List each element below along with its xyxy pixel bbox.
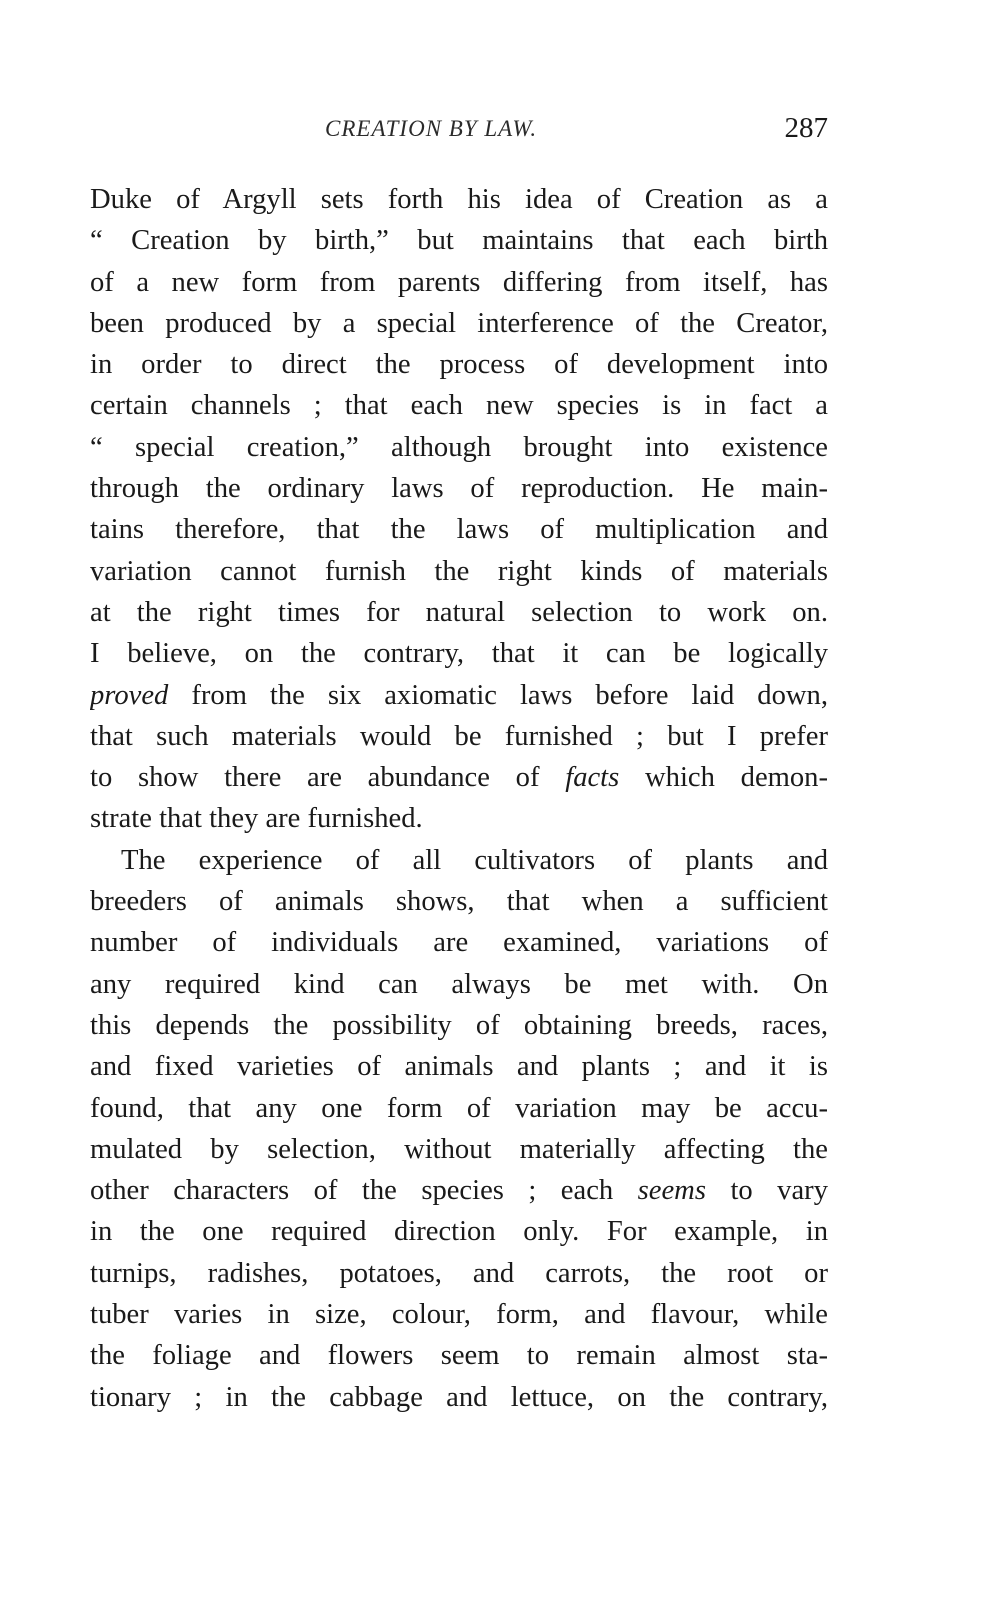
text-line: tionary ; in the cabbage and lettuce, on the contrary, <box>90 1381 828 1413</box>
text-line: of a new form from parents differing from itself, has <box>90 266 828 298</box>
text-line: the foliage and flowers seem to remain almost sta- <box>90 1340 828 1372</box>
text-line: mulated by selection, without materially affecting the <box>90 1133 828 1165</box>
paragraph-end-line: strate that they are furnished. <box>90 803 423 835</box>
text-line: “ Creation by birth,” but maintains that each birth <box>90 225 828 257</box>
text-line: any required kind can always be met with. On <box>90 968 828 1000</box>
text-line: “ special creation,” although brought into existence <box>90 431 828 463</box>
text-line: number of individuals are examined, variations of <box>90 927 828 959</box>
paragraph-start-line: The experience of all cultivators of plants and <box>121 844 828 876</box>
text-line: at the right times for natural selection to work on. <box>90 596 828 628</box>
text-line: other characters of the species ; each seems to vary <box>90 1175 828 1207</box>
text-line: Duke of Argyll sets forth his idea of Creation as a <box>90 184 828 215</box>
italic-word: seems <box>637 1175 706 1207</box>
page-header <box>90 112 828 152</box>
text-line: proved from the six axiomatic laws before laid down, <box>90 679 828 711</box>
text-line: this depends the possibility of obtaining breeds, races, <box>90 1009 828 1041</box>
text-line: breeders of animals shows, that when a sufficient <box>90 886 828 918</box>
italic-word: facts <box>565 762 620 794</box>
body-text <box>90 179 828 1418</box>
text-line: tains therefore, that the laws of multiplication and <box>90 514 828 546</box>
text-line: turnips, radishes, potatoes, and carrots, the root or <box>90 1257 828 1289</box>
text-line: certain channels ; that each new species is in fact a <box>90 390 828 422</box>
text-line: to show there are abundance of facts which demon- <box>90 762 828 794</box>
text-line: been produced by a special interference of the Creator, <box>90 307 828 339</box>
page-number: 287 <box>784 112 828 144</box>
italic-word: proved <box>90 679 169 711</box>
text-line: in the one required direction only. For example, in <box>90 1216 828 1248</box>
text-line: in order to direct the process of development into <box>90 349 828 381</box>
text-line: I believe, on the contrary, that it can be logically <box>90 638 828 670</box>
text-line: variation cannot furnish the right kinds of materials <box>90 555 828 587</box>
text-line: that such materials would be furnished ; but I prefer <box>90 720 828 752</box>
text-line: tuber varies in size, colour, form, and flavour, while <box>90 1299 828 1331</box>
text-line: and fixed varieties of animals and plants ; and it is <box>90 1051 828 1083</box>
text-line: through the ordinary laws of reproduction. He main- <box>90 473 828 505</box>
text-line: found, that any one form of variation may be accu- <box>90 1092 828 1124</box>
running-title: CREATION BY LAW. <box>325 116 538 141</box>
